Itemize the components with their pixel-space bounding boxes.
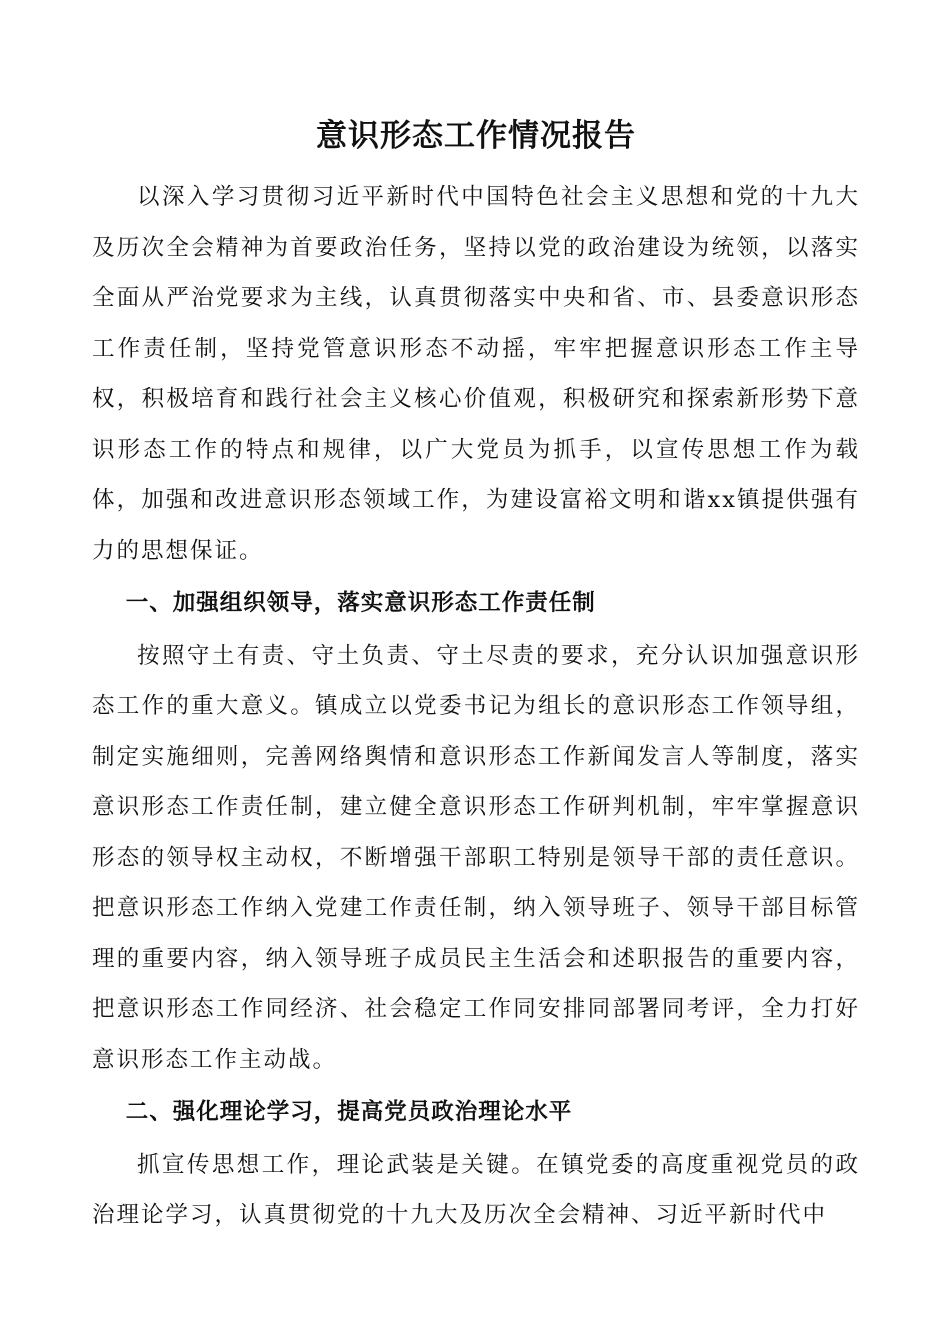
section-1-paragraph: 按照守土有责、守土负责、守土尽责的要求，充分认识加强意识形态工作的重大意义。镇成立以党委书记为组长的意识形态工作领导组，制定实施细则，完善网络舆情和意识形态工作新闻发言人等制度，落实意识形态工作责任制，建立健全意识形态工作研判机制，牢牢掌握意识形态的领导权主动权，不断增强干部职工特别是领导干部的责任意识。把意识形态工作纳入党建工作责任制，纳入领导班子、领导干部目标管理的重要内容，纳入领导班子成员民主生活会和述职报告的重要内容，把意识形态工作同经济、社会稳定工作同安排同部署同考评，全力打好意识形态工作主动战。: [92, 642, 860, 1073]
document-title: 意识形态工作情况报告: [316, 118, 636, 154]
section-1-heading: 一、加强组织领导，落实意识形态工作责任制: [125, 590, 596, 616]
section-2-heading: 二、强化理论学习，提高党员政治理论水平: [125, 1099, 573, 1125]
intro-paragraph: 以深入学习贯彻习近平新时代中国特色社会主义思想和党的十九大及历次全会精神为首要政治任务，坚持以党的政治建设为统领，以落实全面从严治党要求为主线，认真贯彻落实中央和省、市、县委意识形态工作责任制，坚持党管意识形态不动摇，牢牢把握意识形态工作主导权，积极培育和践行社会主义核心价值观，积极研究和探索新形势下意识形态工作的特点和规律，以广大党员为抓手，以宣传思想工作为载体，加强和改进意识形态领域工作，为建设富裕文明和谐xx镇提供强有力的思想保证。: [92, 184, 860, 564]
section-2-paragraph: 抓宣传思想工作，理论武装是关键。在镇党委的高度重视党员的政治理论学习，认真贯彻党的十九大及历次全会精神、习近平新时代中: [92, 1151, 860, 1228]
document-page: [92, 112, 860, 1241]
